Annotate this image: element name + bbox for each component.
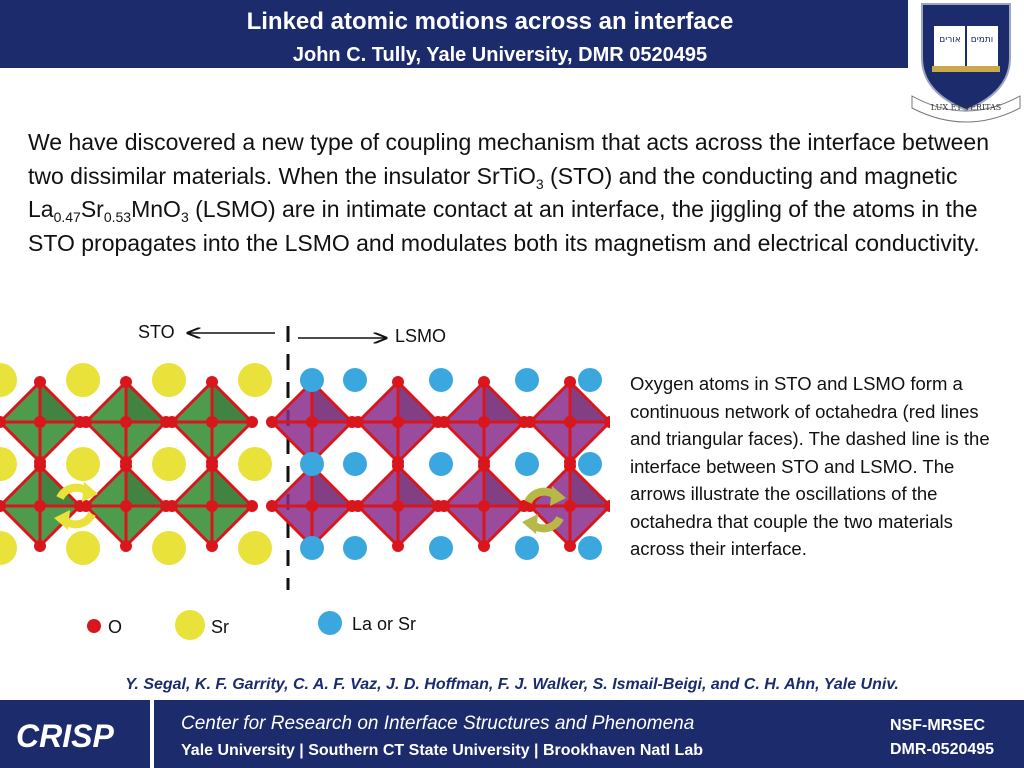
page-title: Linked atomic motions across an interface xyxy=(246,8,734,35)
la-sr-atom xyxy=(343,536,367,560)
la-sr-atom xyxy=(578,536,602,560)
svg-text:ותמים: ותמים xyxy=(970,35,994,45)
sto-label: STO xyxy=(138,322,175,342)
oxygen-atom xyxy=(246,416,258,428)
oxygen-atom xyxy=(246,500,258,512)
oxygen-atom xyxy=(478,500,490,512)
oxygen-atom xyxy=(120,416,132,428)
oxygen-atom xyxy=(206,500,218,512)
legend-o: O xyxy=(108,617,123,637)
author-credits: Y. Segal, K. F. Garrity, C. A. F. Vaz, J. D. Hoffman, F. J. Walker, S. Ismail-Beigi, and C. H. Ahn, Yale Univ. xyxy=(125,676,899,693)
sr-atom xyxy=(0,531,17,565)
oxygen-atom xyxy=(166,500,178,512)
sr-atom xyxy=(0,363,17,397)
rotation-arrow-head xyxy=(522,514,538,534)
legend-sr: Sr xyxy=(211,617,229,637)
oxygen-atom xyxy=(206,376,218,388)
la-sr-atom xyxy=(429,536,453,560)
institutions: Yale University | Southern CT State University | Brookhaven Natl Lab xyxy=(181,742,703,759)
la-sr-atom xyxy=(343,452,367,476)
sr-atom xyxy=(152,363,186,397)
figure-caption: Oxygen atoms in STO and LSMO form a continuous network of octahedra (red lines and triangular faces). The dashed line is the interface between STO and LSMO. The arrows illustrate the oscillations of the octahedra that couple the two materials across their interface. xyxy=(630,373,990,559)
la-sr-atom xyxy=(515,368,539,392)
oxygen-legend-marker xyxy=(87,619,101,633)
center-name: Center for Research on Interface Structures and Phenomena xyxy=(181,713,695,734)
oxygen-atom xyxy=(438,416,450,428)
oxygen-atom xyxy=(392,500,404,512)
oxygen-atom xyxy=(478,376,490,388)
oxygen-atom xyxy=(266,500,278,512)
oxygen-atom xyxy=(564,376,576,388)
legend-la: La or Sr xyxy=(352,614,417,634)
nsf-line-2: DMR-0520495 xyxy=(890,741,995,758)
la-sr-atom xyxy=(515,536,539,560)
sr-atom xyxy=(238,447,272,481)
oxygen-atom xyxy=(34,376,46,388)
oxygen-atom xyxy=(478,460,490,472)
oxygen-atom xyxy=(206,460,218,472)
oxygen-atom xyxy=(352,416,364,428)
sr-atom xyxy=(152,531,186,565)
oxygen-atom xyxy=(206,540,218,552)
nsf-grant xyxy=(890,714,994,762)
oxygen-atom xyxy=(306,416,318,428)
oxygen-atom xyxy=(266,416,278,428)
oxygen-atom xyxy=(392,460,404,472)
sr-atom xyxy=(238,531,272,565)
la-sr-atom xyxy=(578,368,602,392)
body-paragraph: We have discovered a new type of coupling mechanism that acts across the interface between two dissimilar materials. When the insulator SrTiO$_3$ (STO) and the conducting and magnetic $La_{0.47}Sr_{0.53}MnO_3$ (LSMO) are in intimate contact at an interface, the jiggling of the atoms in the STO propagates into the LSMO and modulates both its magnetism and electrical conductivity. xyxy=(28,129,989,256)
svg-text:LUX ET VERITAS: LUX ET VERITAS xyxy=(930,103,1002,112)
la-sr-atom xyxy=(300,452,324,476)
oxygen-atom xyxy=(438,500,450,512)
la-sr-atom xyxy=(578,452,602,476)
sr-atom xyxy=(152,447,186,481)
oxygen-atom xyxy=(564,540,576,552)
sr-legend-marker xyxy=(175,610,205,640)
oxygen-atom xyxy=(34,500,46,512)
sr-atom xyxy=(66,447,100,481)
oxygen-atom xyxy=(392,416,404,428)
oxygen-atom xyxy=(120,500,132,512)
sr-atom xyxy=(0,447,17,481)
footer-divider xyxy=(150,700,154,768)
oxygen-atom xyxy=(120,540,132,552)
oxygen-atom xyxy=(120,376,132,388)
oxygen-atom xyxy=(564,416,576,428)
sr-atom xyxy=(66,363,100,397)
oxygen-atom xyxy=(478,416,490,428)
oxygen-atom xyxy=(34,540,46,552)
sr-atom xyxy=(238,363,272,397)
oxygen-atom xyxy=(34,416,46,428)
oxygen-atom xyxy=(392,540,404,552)
oxygen-atom xyxy=(80,500,92,512)
oxygen-atom xyxy=(564,460,576,472)
crisp-logo-text: CRISP xyxy=(16,718,114,754)
la-sr-legend-marker xyxy=(318,611,342,635)
la-sr-atom xyxy=(515,452,539,476)
oxygen-atom xyxy=(352,500,364,512)
la-sr-atom xyxy=(343,368,367,392)
oxygen-atom xyxy=(166,416,178,428)
sr-atom xyxy=(66,531,100,565)
oxygen-atom xyxy=(392,376,404,388)
la-sr-atom xyxy=(429,368,453,392)
svg-text:אורים: אורים xyxy=(939,35,961,45)
crystal-structure-figure xyxy=(0,360,610,570)
oxygen-atom xyxy=(524,416,536,428)
oxygen-atom xyxy=(34,460,46,472)
la-sr-atom xyxy=(429,452,453,476)
oxygen-atom xyxy=(80,416,92,428)
oxygen-atom xyxy=(206,416,218,428)
oxygen-atom xyxy=(564,500,576,512)
oxygen-atom xyxy=(478,540,490,552)
yale-shield-logo xyxy=(908,0,1024,124)
la-sr-atom xyxy=(300,368,324,392)
oxygen-atom xyxy=(120,460,132,472)
la-sr-atom xyxy=(300,536,324,560)
nsf-line-1: NSF-MRSEC xyxy=(890,717,986,734)
page-subtitle: John C. Tully, Yale University, DMR 0520495 xyxy=(292,44,708,66)
oxygen-atom xyxy=(306,500,318,512)
lsmo-label: LSMO xyxy=(395,326,447,346)
